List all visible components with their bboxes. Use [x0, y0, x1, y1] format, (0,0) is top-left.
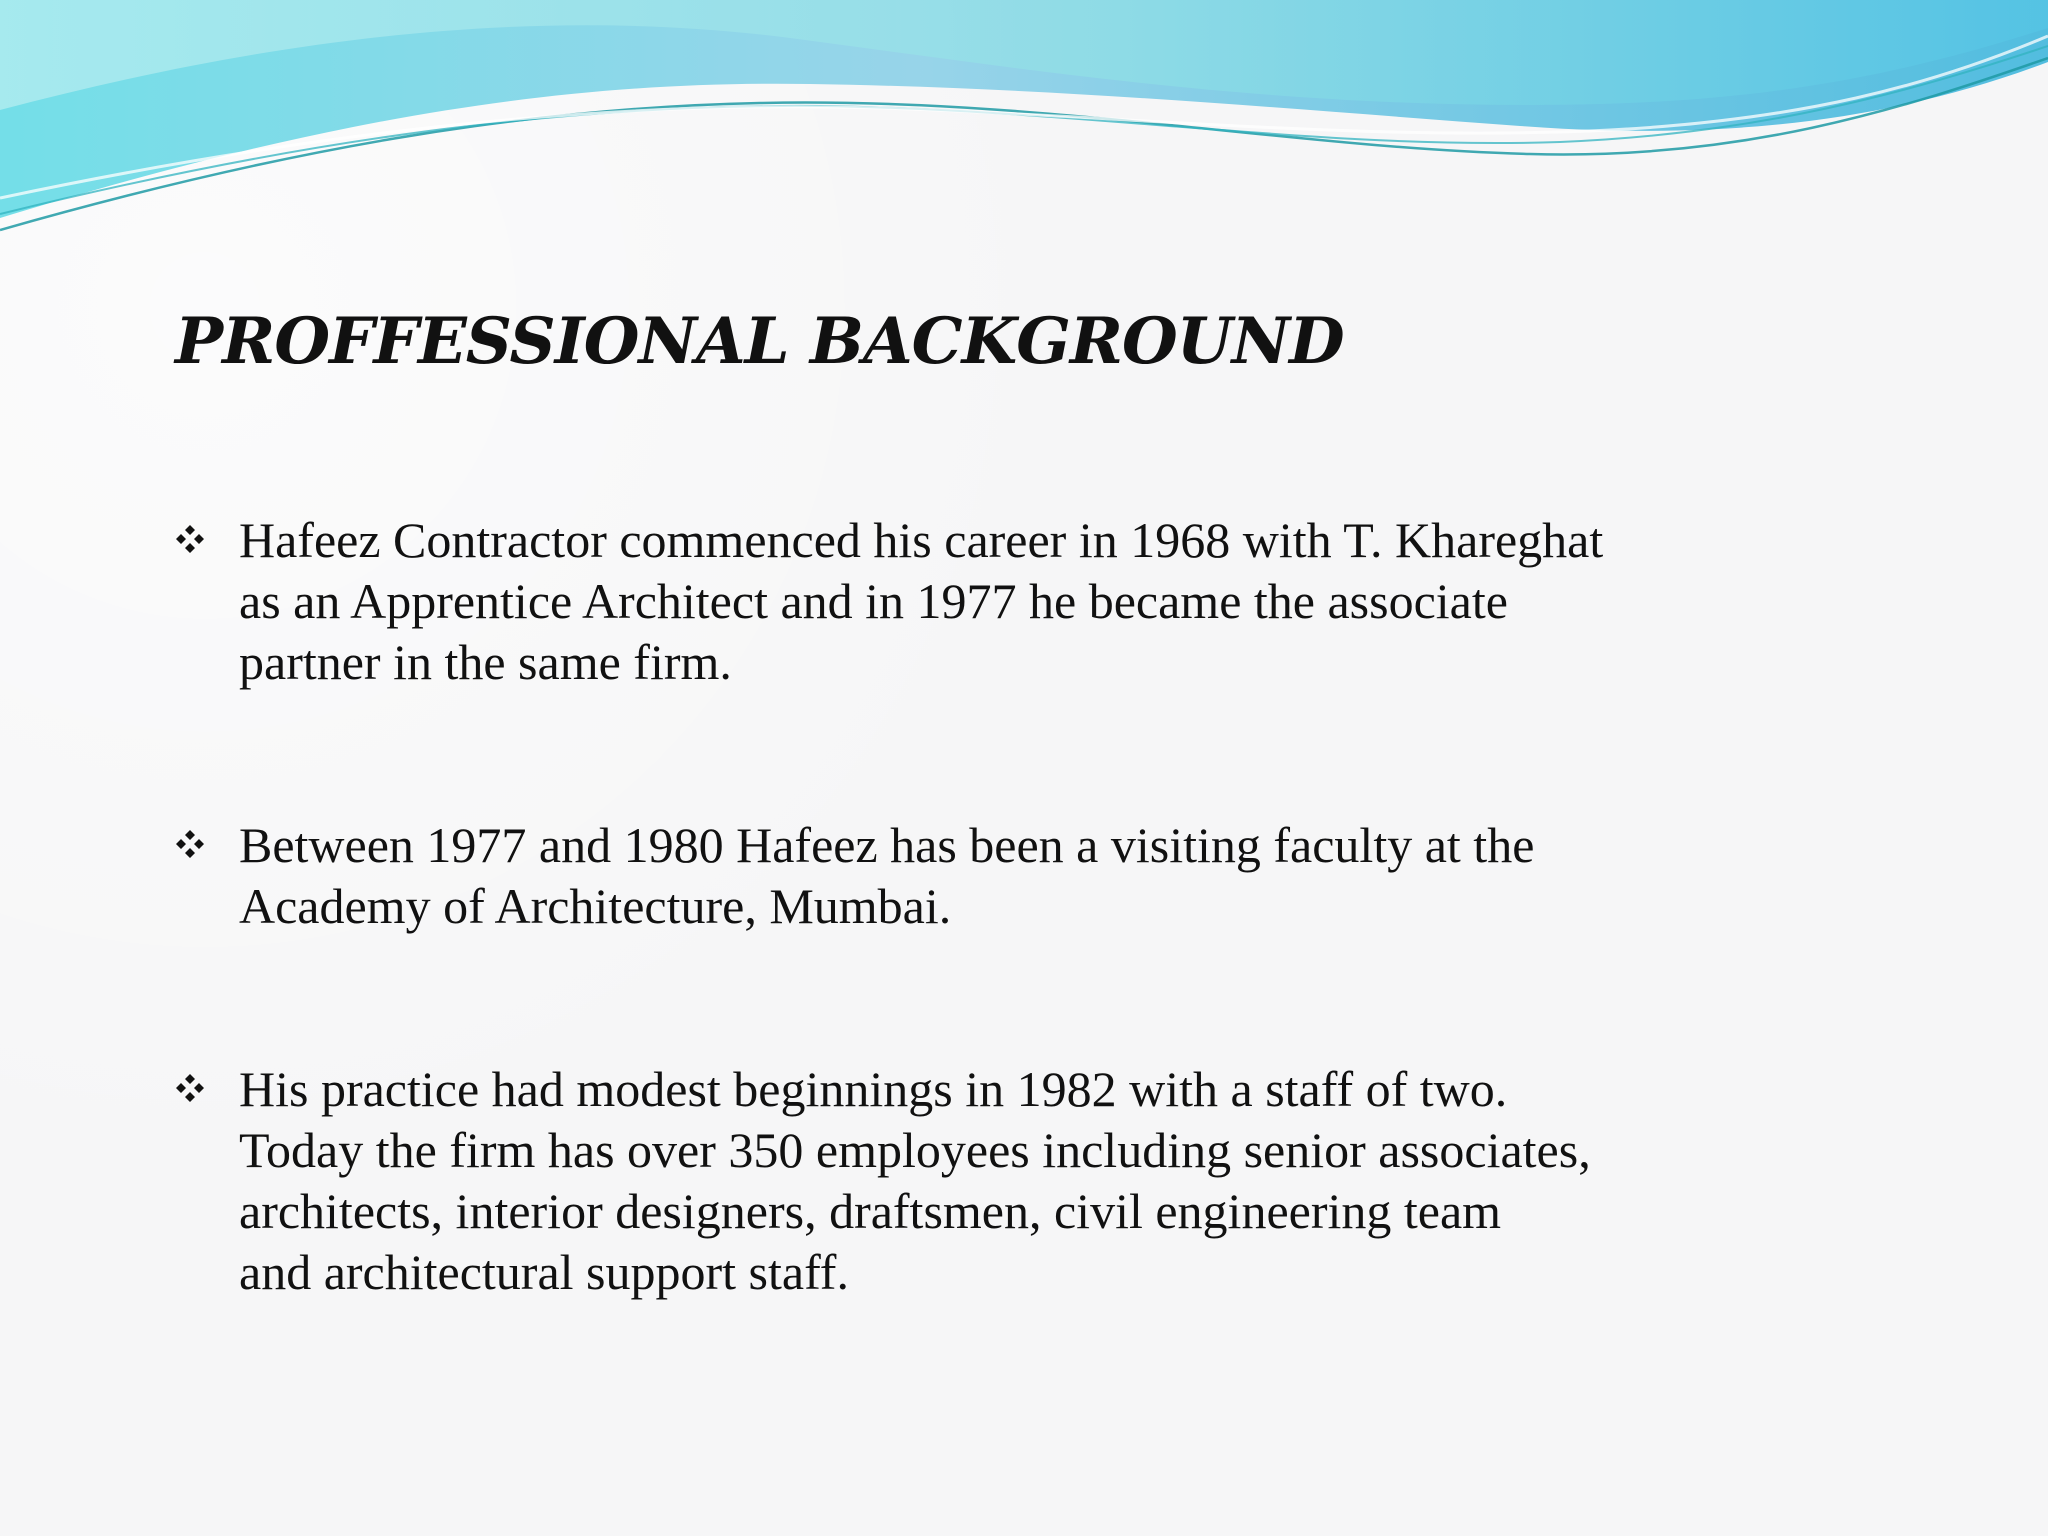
- bullet-item-career-start: [175, 510, 1735, 693]
- decorative-wave-header: [0, 0, 2048, 240]
- slide-title: PROFFESSIONAL BACKGROUND: [175, 304, 1344, 379]
- bullet-list: [175, 510, 1735, 1303]
- diamond-bullet-icon: [175, 510, 239, 554]
- bullet-text: His practice had modest beginnings in 1982 with a staff of two. Today the firm has over 350 employees including senior associates, architects, interior designers, draftsmen, civil engineering team and architectural support staff.: [239, 1061, 1591, 1300]
- bullet-text: Between 1977 and 1980 Hafeez has been a visiting faculty at the Academy of Architecture, Mumbai.: [239, 817, 1535, 934]
- bullet-item-visiting-faculty: [175, 815, 1735, 937]
- bullet-text: Hafeez Contractor commenced his career in 1968 with T. Khareghat as an Apprentice Architect and in 1977 he became the associate partner in the same firm.: [239, 512, 1604, 690]
- diamond-bullet-icon: [175, 815, 239, 859]
- bullet-item-practice-growth: [175, 1059, 1735, 1303]
- diamond-bullet-icon: [175, 1059, 239, 1103]
